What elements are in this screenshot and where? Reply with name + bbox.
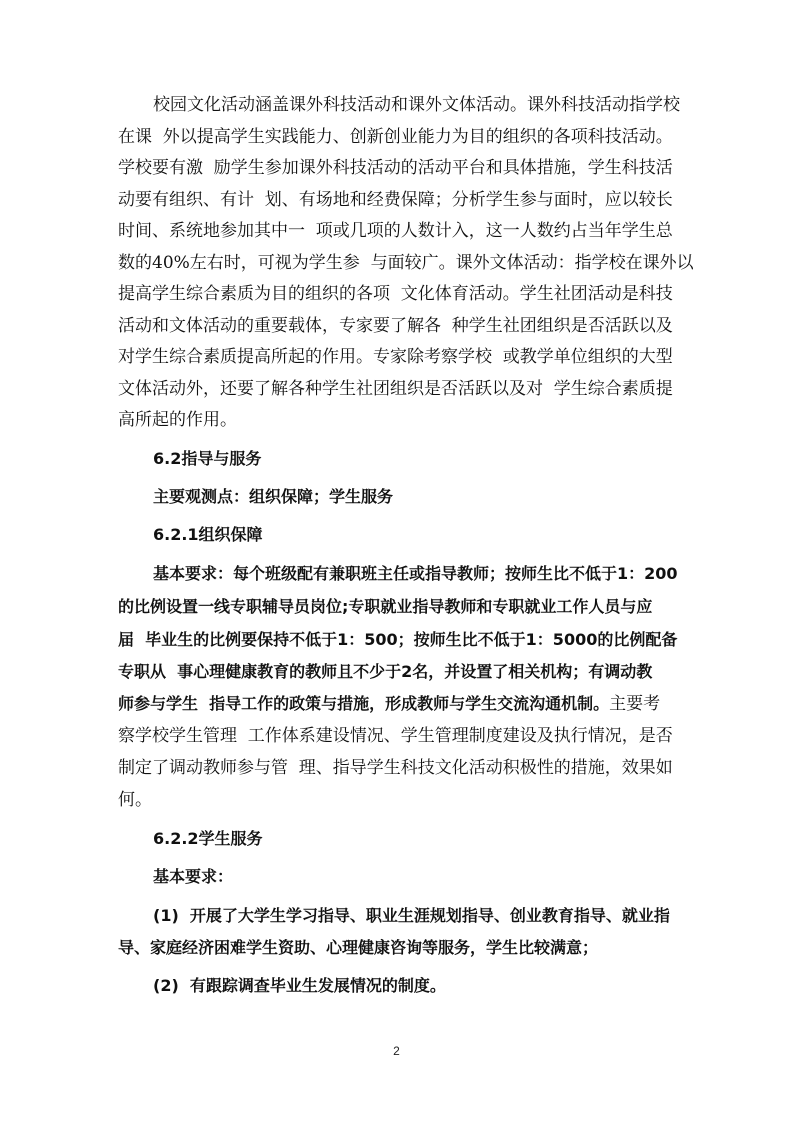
paragraph-line: 学校要有激 励学生参加课外科技活动的活动平台和具体措施，学生科技活 xyxy=(118,158,673,178)
paragraph-line xyxy=(118,693,660,715)
paragraph-line: 时间、系统地参加其中一 项或几项的人数计入，这一人数约占当年学生总 xyxy=(118,221,673,241)
paragraph-line: 制定了调动教师参与管 理、指导学生科技文化活动积极性的措施，效果如 xyxy=(118,758,673,778)
section-heading-6-2-2: 6.2.2学生服务 xyxy=(153,829,263,848)
regular-text: 主要考 xyxy=(609,694,661,714)
section-heading-6-2-1: 6.2.1组织保障 xyxy=(153,525,263,544)
page-number: 2 xyxy=(393,1044,400,1058)
paragraph-line: 动要有组织、有计 划、有场地和经费保障；分析学生参与面时，应以较长 xyxy=(118,190,673,210)
section-heading-6-2: 6.2指导与服务 xyxy=(153,449,262,468)
paragraph-line: 提高学生综合素质为目的组织的各项 文化体育活动。学生社团活动是科技 xyxy=(118,284,673,304)
paragraph-line: 届 毕业生的比例要保持不低于1：500；按师生比不低于1：5000的比例配备 xyxy=(118,630,678,649)
list-item: (2) 有跟踪调查毕业生发展情况的制度。 xyxy=(153,976,446,995)
list-item-line: (1) 开展了大学生学习指导、职业生涯规划指导、创业教育指导、就业指 xyxy=(153,906,670,925)
paragraph-line: 对学生综合素质提高所起的作用。专家除考察学校 或教学单位组织的大型 xyxy=(118,347,673,367)
paragraph-line: 文体活动外，还要了解各种学生社团组织是否活跃以及对 学生综合素质提 xyxy=(118,379,673,399)
paragraph-line: 察学校学生管理 工作体系建设情况、学生管理制度建设及执行情况，是否 xyxy=(118,726,673,746)
basic-requirements-label: 基本要求： xyxy=(153,867,234,886)
bold-text: 师参与学生 指导工作的政策与措施，形成教师与学生交流沟通机制。 xyxy=(118,694,610,713)
paragraph-line: 的比例设置一线专职辅导员岗位;专职就业指导教师和专职就业工作人员与应 xyxy=(118,597,653,616)
paragraph-line: 高所起的作用。 xyxy=(118,410,237,430)
paragraph-line: 活动和文体活动的重要载体，专家要了解各 种学生社团组织是否活跃以及 xyxy=(118,316,673,336)
paragraph-line: 何。 xyxy=(118,790,152,810)
paragraph-line: 校园文化活动涵盖课外科技活动和课外文体活动。课外科技活动指学校 xyxy=(153,95,680,115)
list-item-line: 导、家庭经济困难学生资助、心理健康咨询等服务，学生比较满意； xyxy=(118,938,599,957)
paragraph-line: 在课 外以提高学生实践能力、创新创业能力为目的组织的各项科技活动。 xyxy=(118,127,673,147)
paragraph-line: 专职从 事心理健康教育的教师且不少于2名，并设置了相关机构；有调动教 xyxy=(118,662,653,681)
paragraph-line: 基本要求：每个班级配有兼职班主任或指导教师；按师生比不低于1：200 xyxy=(153,564,678,583)
observation-points: 主要观测点：组织保障；学生服务 xyxy=(153,487,394,506)
paragraph-line: 数的40%左右时，可视为学生参 与面较广。课外文体活动：指学校在课外以 xyxy=(118,253,694,273)
